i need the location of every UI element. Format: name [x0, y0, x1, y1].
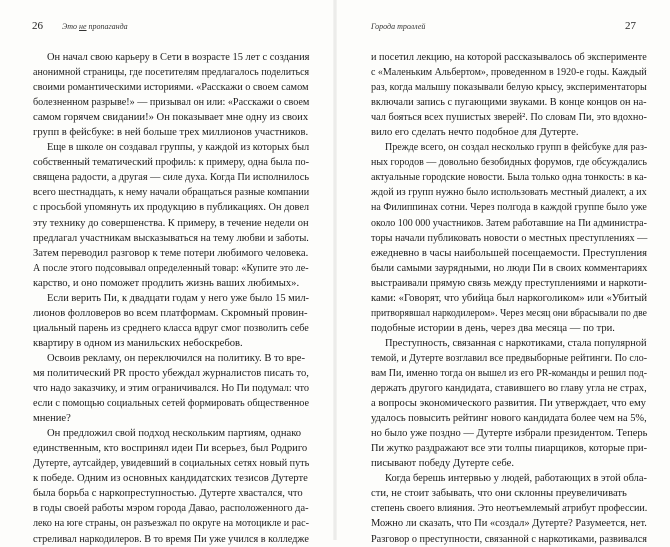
text-line: чал бояться всех пушистых зверей². По словам Пи, это вдохно-: [371, 112, 647, 124]
text-line: эту технику до совершенства. К примеру, в течение недели он: [33, 217, 309, 229]
text-line: групп в фейсбуке: в ней больше трех миллионов участников.: [33, 127, 309, 139]
right-page: [335, 0, 670, 545]
text-line: что надо заказчику, и этим ограничивался. Но Пи подумал: что: [33, 383, 310, 395]
text-line: а вопросы экономического развития. Пи утверждает, что ему: [371, 398, 646, 410]
text-line: мя политический PR просто убеждал журналистов писать то,: [33, 367, 309, 379]
text-line: Освоив рекламу, он переключился на политику. В то вре-: [47, 352, 306, 364]
text-line: к победе. Одним из основных кандидатских тезисов Дутерте: [33, 473, 308, 485]
text-line: ежедневно в часы наибольшей посещаемости. Преступления: [371, 247, 648, 259]
left-page: [0, 0, 335, 545]
text-line: писывают победу Дутерте себе.: [371, 458, 515, 470]
right-running-head: Города троллей: [371, 22, 426, 31]
text-line: подобные истории в день, через два месяца — по три.: [371, 322, 615, 334]
text-line: держать другого кандидата, ставившего во главу угла не страх,: [371, 383, 647, 395]
text-line: Он предложил свой подход нескольким партиям, однако: [47, 428, 302, 440]
text-line: удалось повысить рейтинг нового кандидата более чем на 5%,: [371, 413, 647, 425]
text-line: Пи жутко раздражают все эти толпы пиарщиков, которые при-: [371, 443, 648, 455]
text-line: своими романтическими историями. «Расскажи о своем самом: [33, 82, 309, 94]
text-line: священа радости, а другая — силе духа. Когда Пи исполнилось: [33, 172, 309, 184]
text-line: торы начали публиковать новости о местных преступлениях —: [371, 232, 648, 244]
text-line: Еще в школе он создавал группы, у каждой из которых был: [47, 142, 310, 154]
text-line: включали запись с пугающими звуками. В конце концов он на-: [371, 97, 647, 109]
text-line: были самыми заурядными, но люди Пи в своих комментариях: [371, 262, 648, 274]
text-line: стреливал наркодилеров. В то время Пи уже учился в колледже: [33, 533, 309, 545]
running-head-part: Это: [62, 22, 80, 31]
text-line: ками: «Говорят, что убийца был наркоголиком» или «Убитый: [371, 292, 648, 304]
text-line: квартиру в одном из манильских небоскребов.: [33, 337, 243, 349]
text-line: мнение?: [33, 413, 71, 425]
text-line: болезненном разрыве!» — призывал он или: «Расскажи о своем: [33, 97, 310, 109]
text-line: анонимной страницы, где посетителям предлагалось поделиться: [33, 67, 310, 79]
text-line: всего шестнадцать, к нему начали обращаться разные компании: [33, 187, 310, 199]
text-line: и посетил лекцию, на которой рассказывалось об эксперименте: [371, 52, 647, 63]
text-line: циальный парень из среднего класса вдруг смог позволить себе: [33, 322, 309, 334]
text-line: но было уже поздно — Дутерте избрали президентом. Теперь: [371, 428, 648, 440]
text-line: Затем переводил разговор к теме потери любимого человека.: [33, 247, 309, 259]
text-line: притворявшал наркодилером». Через месяц они вбрасывали по две: [371, 307, 647, 319]
text-line: Преступность, связанная с наркотиками, стала популярной: [385, 337, 647, 349]
text-line: ждой из групп нужно было использовать местный диалект, а их: [371, 187, 647, 199]
text-line: раз, когда малышу показывали белую крысу, экспериментаторы: [371, 82, 647, 94]
text-line: сти, не стоит забывать, что они склонны преувеличивать: [371, 488, 627, 500]
right-page-number: 27: [625, 20, 636, 32]
text-line: в годы своей работы мэром города Давао, расположенного да-: [33, 503, 309, 515]
text-line: леко на юге страны, он разъезжал по округе на мотоцикле и рас-: [33, 518, 309, 530]
text-line: вам Пи, именно тогда он вышел из его PR-команды и решил под-: [371, 367, 648, 379]
text-line: Он начал свою карьеру в Сети в возрасте 15 лет с создания: [47, 52, 310, 63]
running-head-part: пропаганда: [86, 22, 128, 31]
text-line: лионов фолловеров во всем платформам. Скромный провин-: [33, 307, 308, 319]
text-line: А после этого подсовывал определенный товар: «Купите это ле-: [33, 262, 309, 274]
text-line: Дутерте, аутсайдер, увидевший в социальных сетях новый путь: [33, 458, 310, 470]
text-line: если с помощью социальных сетей формировать общественное: [33, 398, 310, 410]
left-page-number: 26: [32, 20, 43, 32]
text-line: собственный тематический профиль: к примеру, одна была по-: [33, 157, 310, 169]
text-line: выстраивали прямую связь между преступлениями и наркоти-: [371, 277, 647, 289]
text-line: предлагал участникам высказываться на тему любви и заботы.: [33, 232, 309, 244]
text-line: с «Маленьким Альбертом», проведенном в 1920-е годы. Каждый: [371, 67, 647, 79]
text-line: темой, и Дутерте возглавил все предвыборные рейтинги. По сло-: [371, 352, 648, 364]
text-line: актуальные городские новости. Была только одна тонкость: в ка-: [371, 172, 647, 184]
text-line: степень своего влияния. Это неотъемлемый атрибут профессии.: [371, 503, 648, 515]
text-line: была борьба с наркопреступностью. Дутерте хвастался, что: [33, 488, 303, 500]
text-line: самом горячем свидании!» Он показывает мне одну из своих: [33, 112, 309, 124]
text-line: Можно ли сказать, что Пи «создал» Дутерте? Разумеется, нет.: [371, 518, 647, 530]
text-line: около 100 000 участников. Затем работавшие на Пи администра-: [371, 217, 647, 229]
text-line: единственным, кто воспринял идеи Пи всерьез, был Родриго: [33, 443, 308, 455]
left-running-head: [62, 22, 128, 31]
running-head-underlined: не: [79, 22, 87, 31]
text-line: вило его сделать нечто подобное для Дутерте.: [371, 127, 579, 139]
text-line: Разговор о преступности, связанной с наркотиками, развивался: [371, 533, 647, 545]
text-line: Если верить Пи, к двадцати годам у него уже было 15 мил-: [47, 292, 310, 304]
text-line: ных городов — довольно безобидных форумов, где обсуждались: [371, 157, 647, 169]
right-body-text: [371, 50, 647, 547]
text-line: Прежде всего, он создал несколько групп в фейсбуке для раз-: [385, 142, 648, 154]
text-line: с просьбой упомянуть их продукцию в публикациях. Он довел: [33, 202, 310, 214]
text-line: на Филиппинах сотни. Через полгода в каждой группе было уже: [371, 202, 647, 214]
left-body-text: [33, 50, 309, 547]
text-line: карство, и оно поможет продлить жизнь ваших любимых».: [33, 277, 300, 289]
text-line: Когда берешь интервью у людей, работающих в этой обла-: [385, 473, 647, 485]
